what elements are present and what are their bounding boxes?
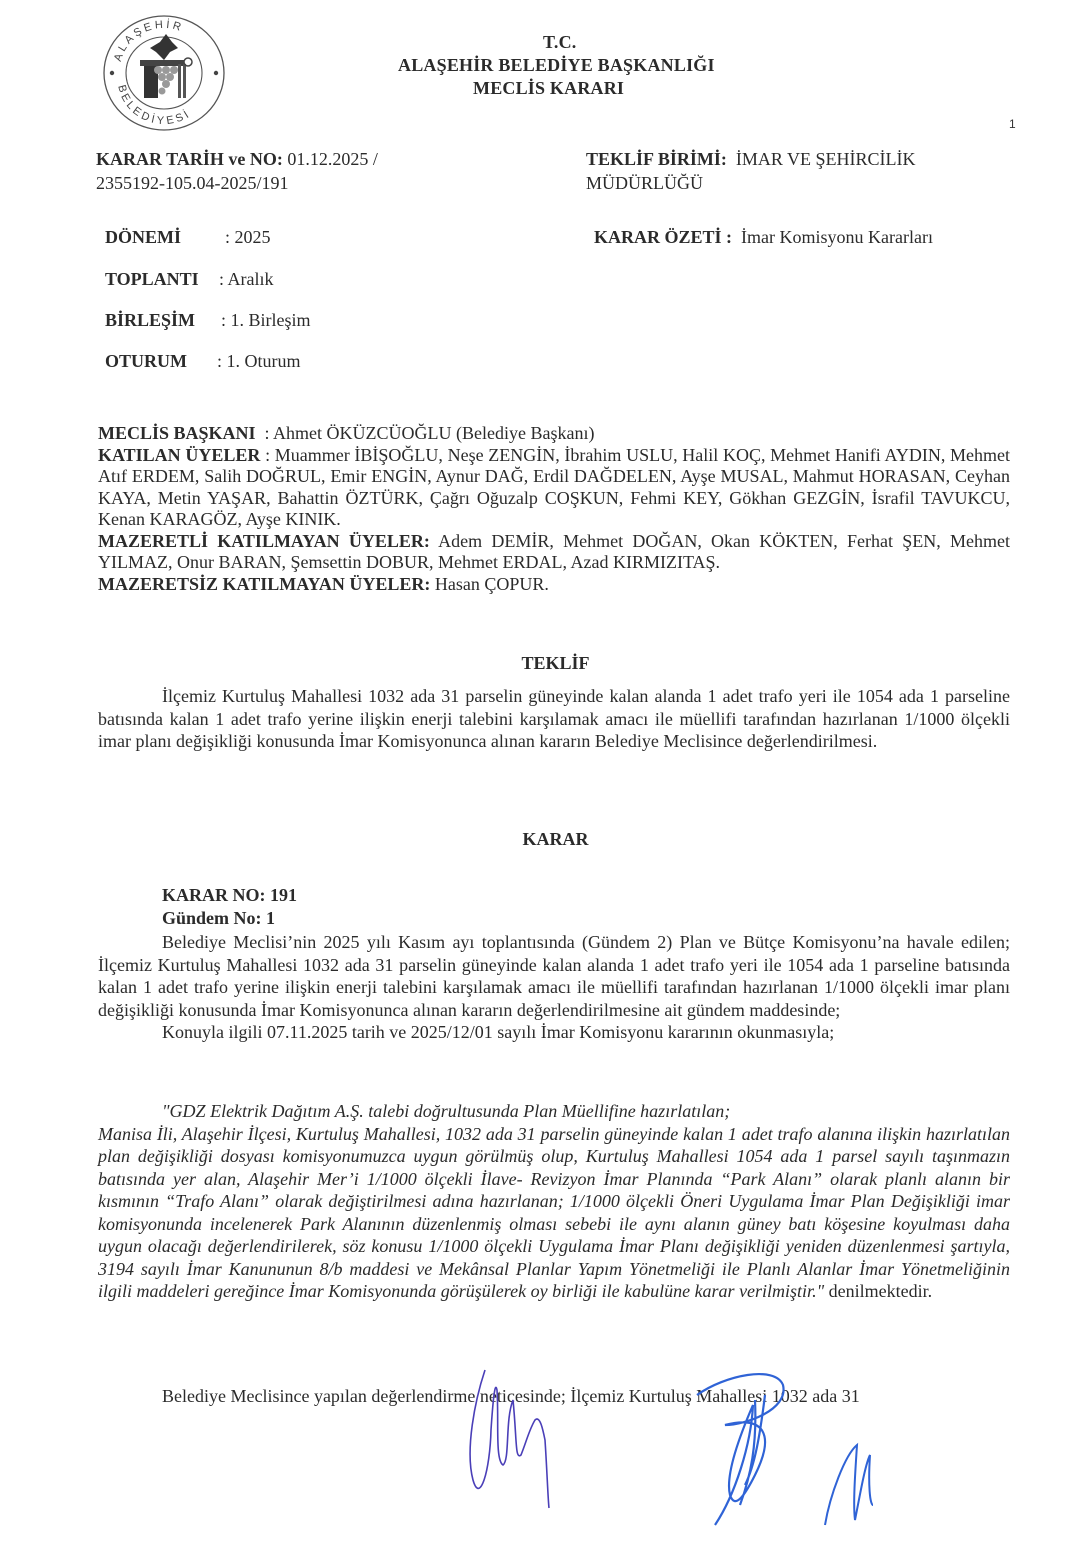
katilan-uyeler-value: : Muammer İBİŞOĞLU, Neşe ZENGİN, İbrahim USLU, Halil KOÇ, Mehmet Hanifi AYDIN, Mehmet Atıf ERDEM, Salih DOĞRUL, Emir ENGİN, Aynur DAĞ, Erdil DAĞDELEN, Ayşe MUSAL, Mahmut HORASAN, Ceyhan KAYA, Metin YAŞAR, Bahattin ÖZTÜRK, Çağrı Oğuzalp COŞKUN, Fehmi KEY, Gökhan GEZGİN, İsrafil TAVUKCU, Kenan KARAGÖZ, Ayşe KINIK. <box>98 444 1010 529</box>
toplanti-row <box>105 269 274 290</box>
teklif-paragraph <box>98 685 1010 753</box>
teklif-birimi-value-2: MÜDÜRLÜĞÜ <box>586 173 703 193</box>
karar-text-1: Belediye Meclisi’nin 2025 yılı Kasım ayı toplantısında (Gündem 2) Plan ve Bütçe Komisyonu’na havale edilen; İlçemiz Kurtuluş Mahallesi 1032 ada 31 parselin güneyinde kalan alanda 1 adet trafo yeri ile 1054 ada 1 parseline batısında kalan 1 adet trafo yerine ilişkin enerji talebini karşılamak amacı ile müellifi tarafından hazırlanan 1/1000 ölçekli imar planı değişikliği konusunda İmar Komisyonunca alınan kararın değerlendirilmesine ait gündem maddesinde; <box>98 932 1010 1020</box>
karar-tarih-value: 01.12.2025 / <box>287 149 378 169</box>
teklif-heading: TEKLİF <box>521 653 590 673</box>
oturum-label: OTURUM <box>105 351 187 371</box>
toplanti-value: : Aralık <box>219 269 274 289</box>
signature-1 <box>455 1360 595 1510</box>
donemi-label: DÖNEMİ <box>105 227 181 247</box>
header-document-type: MECLİS KARARI <box>473 78 625 98</box>
quote-line-1: "GDZ Elektrik Dağıtım A.Ş. talebi doğrultusunda Plan Müellifine hazırlatılan; <box>162 1101 731 1121</box>
gundem-no: Gündem No: 1 <box>162 908 276 928</box>
signature-2 <box>685 1355 885 1535</box>
katilan-uyeler-line <box>98 445 1010 531</box>
karar-text-3: Belediye Meclisince yapılan değerlendirme neticesinde; İlçemiz Kurtuluş Mahallesi 1032 ada 31 <box>162 1386 860 1406</box>
attendance-section <box>98 423 1010 595</box>
toplanti-label: TOPLANTI <box>105 269 199 289</box>
katilan-uyeler-label: KATILAN ÜYELER <box>98 444 261 465</box>
birlesim-value: : 1. Birleşim <box>221 310 311 330</box>
header-tc: T.C. <box>543 32 577 52</box>
karar-tarih-block <box>96 147 516 195</box>
karar-ozeti-row <box>594 227 933 248</box>
donemi-row <box>105 227 271 248</box>
oturum-row <box>105 351 301 372</box>
teklif-birimi-label: TEKLİF BİRİMİ: <box>586 149 727 169</box>
municipality-seal-logo <box>100 12 228 134</box>
mazeretsiz-value: Hasan ÇOPUR. <box>434 573 549 594</box>
karar-text-2: Konuyla ilgili 07.11.2025 tarih ve 2025/12/01 sayılı İmar Komisyonu kararının okunmasıyla; <box>162 1022 835 1042</box>
quote-body-wrapper <box>98 1123 1010 1303</box>
header-institution: ALAŞEHİR BELEDİYE BAŞKANLIĞI <box>398 55 715 75</box>
karar-ozeti-value: İmar Komisyonu Kararları <box>741 227 933 247</box>
teklif-birimi-block <box>586 147 1016 195</box>
quote-body: Manisa İli, Alaşehir İlçesi, Kurtuluş Mahallesi, 1032 ada 31 parselin güneyinde kalan 1 adet trafo alanına ilişkin hazırlatılan plan değişikliği dosyası komisyonumuzca uygun görülmüş olup, Kurtuluş Mahallesi 1054 ada 1 parsel sayılı taşınmazın batısında yer alan, Alaşehir Mer’i 1/1000 ölçekli İlave- Revizyon İmar Planında “Park Alanı” olarak planlı alanın bir kısmının “Trafo Alanı” olarak değiştirilmesi adına hazırlanan; 1/1000 ölçekli Öneri Uygulama İmar Plan Değişikliği imar komisyonunda incelenerek Park Alanının düzenlenmiş olması sebebi ile aynı alanın güney batı köşesine koyulması daha uygun olacağı değerlendirilerek, söz konusu 1/1000 ölçekli Uygulama İmar Planı değişikliği yeniden düzenlenmesi şartıyla, 3194 sayılı İmar Kanununun 8/b maddesi ve Mekânsal Planlar Yapım Yönetmeliği ile Planlı Alanlar İmar Yönetmeliğinin ilgili maddeleri gereğince İmar Komisyonunda görüşülerek oy birliği ile kabulüne karar verilmiştir." <box>98 1123 1010 1301</box>
mazeretli-value: Adem DEMİR, Mehmet DOĞAN, Okan KÖKTEN, Ferhat ŞEN, Mehmet YILMAZ, Onur BARAN, Şemsettin DOBUR, Mehmet ERDAL, Azad KIRMIZITAŞ. <box>98 530 1010 572</box>
quote-tail: denilmektedir. <box>824 1281 933 1301</box>
karar-paragraph-3 <box>98 1385 1010 1408</box>
mazeretsiz-line <box>98 574 1010 596</box>
seal-top-text: ALAŞEHİR <box>111 18 186 63</box>
donemi-value: : 2025 <box>225 227 271 247</box>
seal-bottom-text: BELEDİYESİ <box>115 83 194 128</box>
karar-ozeti-label: KARAR ÖZETİ : <box>594 227 733 247</box>
page-number: 1 <box>1009 117 1016 131</box>
mazeretli-line <box>98 531 1010 574</box>
meclis-baskani-line <box>98 423 1010 445</box>
commission-quote <box>98 1100 1010 1303</box>
birlesim-row <box>105 310 311 331</box>
karar-heading: KARAR <box>522 829 589 849</box>
teklif-birimi-value: İMAR VE ŞEHİRCİLİK <box>735 149 916 169</box>
karar-paragraph-1 <box>98 931 1010 1044</box>
oturum-value: : 1. Oturum <box>217 351 301 371</box>
mazeretsiz-label: MAZERETSİZ KATILMAYAN ÜYELER: <box>98 573 431 594</box>
meclis-baskani-value: : Ahmet ÖKÜZCÜOĞLU (Belediye Başkanı) <box>264 423 595 443</box>
karar-no-value: 2355192-105.04-2025/191 <box>96 173 289 193</box>
meclis-baskani-label: MECLİS BAŞKANI <box>98 423 256 443</box>
mazeretli-label: MAZERETLİ KATILMAYAN ÜYELER: <box>98 530 430 551</box>
teklif-text: İlçemiz Kurtuluş Mahallesi 1032 ada 31 parselin güneyinde kalan alanda 1 adet trafo yeri ile 1054 ada 1 parseline batısında kalan 1 adet trafo yerine ilişkin enerji talebini karşılamak amacı ile müellifi tarafından hazırlanan 1/1000 ölçekli imar planı değişikliği konusunda İmar Komisyonunca alınan kararın Belediye Meclisince değerlendirilmesi. <box>98 686 1010 751</box>
karar-tarih-label: KARAR TARİH ve NO: <box>96 149 283 169</box>
karar-no: KARAR NO: 191 <box>162 885 297 905</box>
birlesim-label: BİRLEŞİM <box>105 310 196 330</box>
